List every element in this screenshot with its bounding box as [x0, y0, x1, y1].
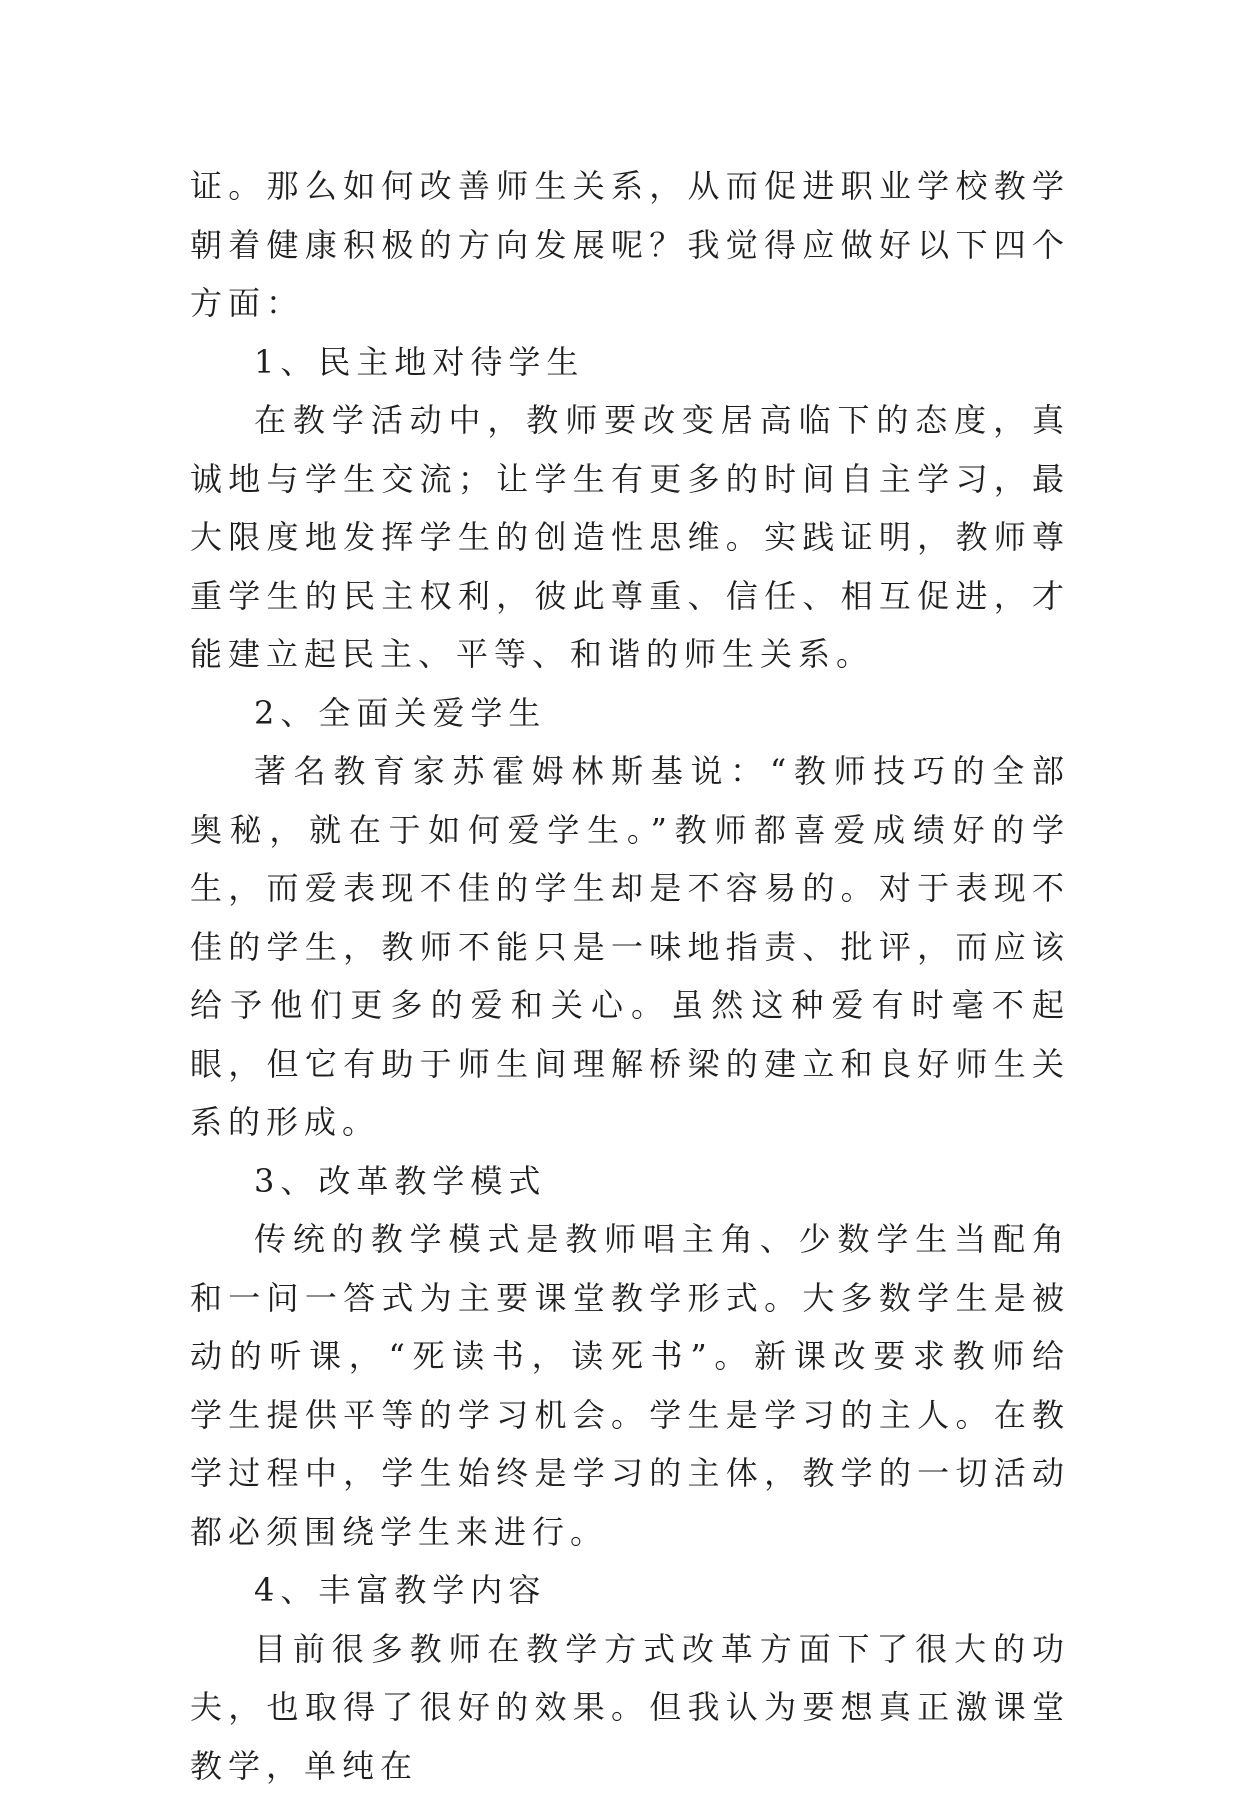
- paragraph-continuation: 证。那么如何改善师生关系，从而促进职业学校教学朝着健康积极的方向发展呢？我觉得应做好以下四个方面：: [190, 157, 1070, 333]
- document-body: [190, 157, 1070, 1795]
- section-heading-3: 3、改革教学模式: [190, 1152, 1070, 1211]
- paragraph-democratic: 在教学活动中，教师要改变居高临下的态度，真诚地与学生交流；让学生有更多的时间自主学习，最大限度地发挥学生的创造性思维。实践证明，教师尊重学生的民主权利，彼此尊重、信任、相互促进，才能建立起民主、平等、和谐的师生关系。: [190, 391, 1070, 684]
- paragraph-teaching-content: 目前很多教师在教学方式改革方面下了很大的功夫，也取得了很好的效果。但我认为要想真正激课堂教学，单纯在: [190, 1620, 1070, 1795]
- section-heading-1: 1、民主地对待学生: [190, 333, 1070, 392]
- section-heading-2: 2、全面关爱学生: [190, 684, 1070, 743]
- paragraph-teaching-mode: 传统的教学模式是教师唱主角、少数学生当配角和一问一答式为主要课堂教学形式。大多数学生是被动的听课，“死读书，读死书”。新课改要求教师给学生提供平等的学习机会。学生是学习的主人。在教学过程中，学生始终是学习的主体，教学的一切活动都必须围绕学生来进行。: [190, 1210, 1070, 1561]
- paragraph-care: 著名教育家苏霍姆林斯基说：“教师技巧的全部奥秘，就在于如何爱学生。”教师都喜爱成绩好的学生，而爱表现不佳的学生却是不容易的。对于表现不佳的学生，教师不能只是一味地指责、批评，而应该给予他们更多的爱和关心。虽然这种爱有时毫不起眼，但它有助于师生间理解桥梁的建立和良好师生关系的形成。: [190, 742, 1070, 1152]
- section-heading-4: 4、丰富教学内容: [190, 1561, 1070, 1620]
